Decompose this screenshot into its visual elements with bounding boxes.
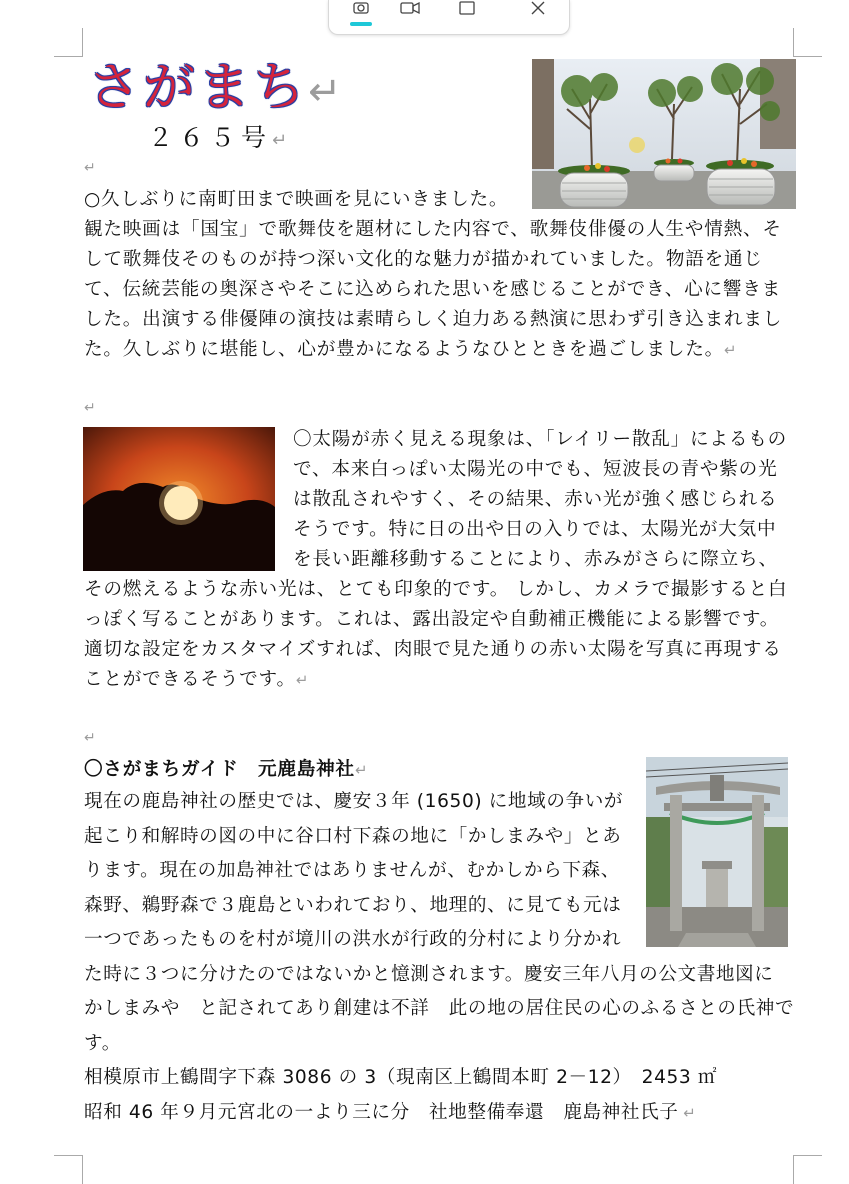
close-icon [529,0,547,16]
margin-corner-mark [793,28,822,57]
record-button[interactable] [395,0,423,22]
article-body: 現在の鹿島神社の歴史では、慶安３年 (1650) に地域の争いが起こり和解時の図の中に谷口村下森の地に「かしまみや」とあります。現在の加島神社ではありませんが、むかしから下森、森野、鵜野森で３鹿島といわれており、地理的、に見ても元は一つであったものを村が境川の洪水が行政的分村により分かれた時に３つに分けたのではないかと憶測されます。慶安三年八月の公文書地図に かしまみや と記されてあり創建は不詳 此の地の居住民の心のふるさとの氏神です。 [84,791,795,1054]
article-body: 〇太陽が赤く見える現象は、「レイリー散乱」によるもので、本来白っぽい太陽光の中でも、短波長の青や紫の光は散乱されやすく、その結果、赤い光が強く感じられるそうです。特に日の出や日の入りでは、太陽光が大気中を長い距離移動することにより、赤みがさらに際立ち、その燃えるような赤い光は、とても印象的です。 しかし、カメラで撮影すると白っぽく写ることがあります。これは、露出設定や自動補正機能による影響です。適切な設定をカスタマイズすれば、肉眼で見た通りの赤い太陽を写真に再現することができるそうです。 [84,429,788,690]
newsletter-title-block [88,56,342,124]
paragraph-mark: ↵ [308,69,342,115]
paragraph-mark: ↵ [678,1103,696,1122]
shrine-note: 昭和 46 年９月元宮北の一より三に分 社地整備奉還 鹿島神社氏子 [84,1101,679,1123]
margin-corner-mark [54,28,83,57]
camera-icon [351,0,371,16]
empty-paragraph-mark: ↵ [84,160,96,176]
newsletter-title: さがまち [88,58,309,118]
article-sunset [84,425,794,695]
flower-planters-photo [532,59,796,209]
margin-corner-mark [793,1155,822,1184]
window-icon [457,0,477,16]
margin-corner-mark [54,1155,83,1184]
video-icon [399,0,421,16]
shrine-torii-photo [646,757,788,947]
paragraph-mark: ↵ [724,341,737,359]
article-movie [84,185,794,365]
screenshot-button[interactable] [347,0,375,22]
guide-heading: 〇さがまちガイド 元鹿島神社 [84,759,355,780]
red-sunset-photo [83,427,275,571]
empty-paragraph-mark: ↵ [84,400,96,416]
close-button[interactable] [525,0,553,22]
window-capture-button[interactable] [453,0,481,22]
capture-toolbar [328,0,570,35]
article-body: ○久しぶりに南町田まで映画を見にいきました。観た映画は「国宝」で歌舞伎を題材にした内容で、歌舞伎俳優の人生や情熱、そして歌舞伎そのものが持つ深い文化的な魅力が描かれていました。物語を通じて、伝統芸能の奥深さやそこに込められた思いを感じることができ、心に響きました。出演する俳優陣の演技は素晴らしく迫力ある熱演に思わず引き込まれました。久しぶりに堪能し、心が豊かになるようなひとときを過ごしました。 [84,189,783,360]
paragraph-mark: ↵ [295,671,309,689]
paragraph-mark: ↵ [272,130,288,151]
paragraph-mark: ↵ [354,761,368,779]
issue-number: ２６５号 [148,123,273,152]
empty-paragraph-mark: ↵ [84,730,96,746]
active-mode-indicator [350,22,372,26]
shrine-address: 相模原市上鶴間字下森 3086 の 3（現南区上鶴間本町 2－12） 2453 ㎡ [84,1067,718,1088]
article-shrine-guide [84,785,796,1130]
issue-number-block [148,122,287,157]
